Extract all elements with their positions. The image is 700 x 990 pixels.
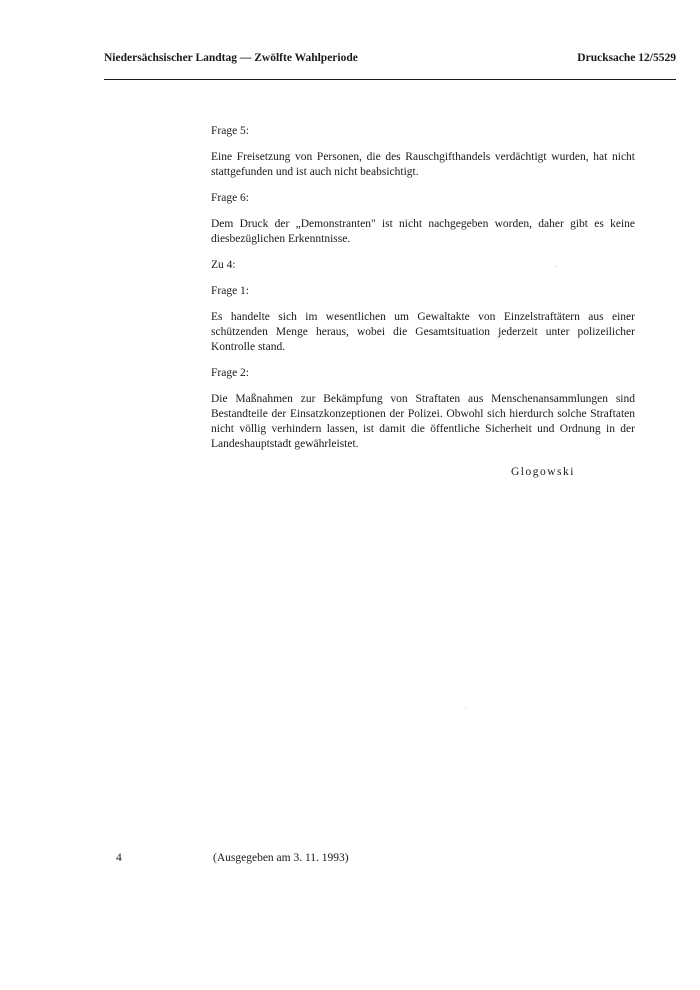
header-divider: [104, 79, 676, 80]
answer-paragraph-5: Eine Freisetzung von Personen, die des Rauschgifthandels verdächtigt wurden, hat nicht stattgefunden und ist auch nicht beabsichtigt.: [211, 151, 635, 178]
question-heading-1: Frage 1:: [211, 285, 250, 297]
question-heading-6: Frage 6:: [211, 192, 250, 204]
page-number: 4: [116, 852, 122, 864]
document-body: [211, 124, 635, 463]
answer-paragraph-2: Die Maßnahmen zur Bekämpfung von Straftaten aus Menschenansammlungen sind Bestandteile der Einsatzkonzeptionen der Polizei. Obwohl sich hierdurch solche Straftaten nicht völlig verhindern lassen, ist damit die öffentliche Sicherheit und Ordnung in der Landeshauptstadt gewährleistet.: [211, 393, 635, 450]
scan-speck: [465, 708, 466, 709]
header-document-number: Drucksache 12/5529: [577, 52, 676, 64]
question-heading-5: Frage 5:: [211, 125, 250, 137]
scan-speck: [556, 266, 557, 267]
signature: Glogowski: [511, 466, 575, 478]
section-heading-4: Zu 4:: [211, 259, 236, 271]
issue-date: (Ausgegeben am 3. 11. 1993): [213, 852, 349, 864]
page-header: [104, 52, 676, 72]
answer-paragraph-6: Dem Druck der „Demonstranten" ist nicht nachgegeben worden, daher gibt es keine diesbezüglichen Erkenntnisse.: [211, 218, 635, 245]
answer-paragraph-1: Es handelte sich im wesentlichen um Gewaltakte von Einzelstraftätern aus einer schützenden Menge heraus, wobei die Gesamtsituation jederzeit unter polizeilicher Kontrolle stand.: [211, 311, 635, 353]
question-heading-2: Frage 2:: [211, 367, 250, 379]
header-parliament-title: Niedersächsischer Landtag — Zwölfte Wahlperiode: [104, 52, 358, 64]
